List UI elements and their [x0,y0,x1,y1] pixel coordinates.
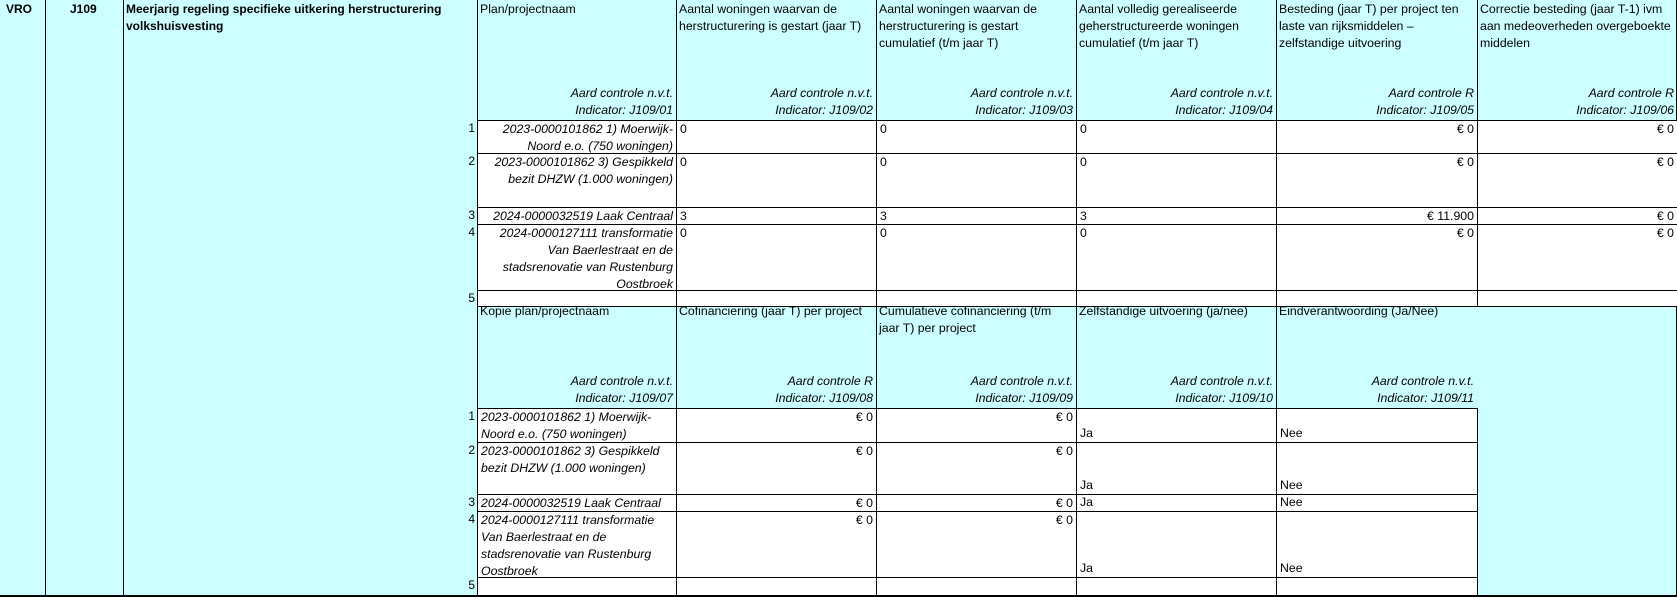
cell-value: 0 [880,155,887,169]
project-name: 2024-0000127111 transformatie Van Baerlestraat en de stadsrenovatie van Rustenburg Oostbroek [499,226,673,291]
project-name-cell[interactable] [477,408,677,443]
project-name: 2024-0000032519 Laak Centraal [493,209,673,223]
value-cell[interactable] [1477,207,1677,225]
column-header-title: Cofinanciering (jaar T) per project [679,304,862,318]
project-name-cell[interactable] [477,442,677,495]
row-number: 4 [468,225,475,239]
column-header-title: Kopie plan/projectnaam [480,304,610,318]
indicator-label: Indicator: J109/08 [775,391,873,405]
value-cell[interactable] [876,224,1077,291]
cell-value: € 0 [1656,155,1674,169]
control-type-label: Aard controle n.v.t. [970,374,1073,388]
control-type-label: Aard controle R [787,374,873,388]
cell-value: € 0 [1055,444,1073,458]
column-header-title: Zelfstandige uitvoering (ja/nee) [1079,304,1248,318]
column-header-title: Plan/projectnaam [480,2,576,16]
value-cell[interactable] [676,577,877,596]
value-cell[interactable] [1477,153,1677,208]
indicator-label: Indicator: J109/03 [975,103,1073,117]
cell-value: € 0 [855,410,873,424]
row-number: 1 [468,121,475,135]
cell-value: 3 [680,209,687,223]
indicator-label: Indicator: J109/09 [975,391,1073,405]
cell-value: € 0 [1456,226,1474,240]
indicator-label: Indicator: J109/11 [1377,391,1474,405]
control-type-label: Aard controle n.v.t. [1170,374,1273,388]
department-code: VRO [6,2,33,16]
cell-value: 0 [1080,155,1087,169]
value-cell[interactable] [876,494,1077,512]
column-divider [123,0,124,597]
cell-value: 0 [880,122,887,136]
control-type-label: Aard controle R [1588,86,1674,100]
row-number: 4 [468,512,475,526]
cell-value: 0 [1080,226,1087,240]
cell-value: € 0 [1055,410,1073,424]
row-number: 2 [468,443,475,457]
cell-value: Ja [1080,426,1093,440]
column-header-title: Aantal woningen waarvan de herstructurering is gestart (jaar T) [679,2,862,33]
column-header-title: Besteding (jaar T) per project ten laste van rijksmiddelen – zelfstandige uitvoering [1279,2,1459,50]
value-cell[interactable] [676,511,877,578]
regulation-code: J109 [70,2,97,16]
indicator-label: Indicator: J109/10 [1175,391,1273,405]
value-cell[interactable] [1477,290,1677,307]
project-name-cell[interactable] [477,224,677,291]
row-number: 2 [468,154,475,168]
value-cell[interactable] [1076,207,1277,225]
value-cell[interactable] [1276,494,1478,512]
cell-value: Nee [1280,426,1303,440]
value-cell[interactable] [676,120,877,154]
cell-value: 3 [1080,209,1087,223]
row-number: 3 [468,495,475,509]
project-name-cell[interactable] [477,511,677,578]
cell-value: € 0 [1055,513,1073,527]
value-cell[interactable] [876,120,1077,154]
cell-value: Nee [1280,495,1303,509]
cell-value: € 0 [1055,496,1073,510]
indicator-label: Indicator: J109/02 [775,103,873,117]
value-cell[interactable] [676,442,877,495]
value-cell[interactable] [676,207,877,225]
indicator-label: Indicator: J109/04 [1175,103,1273,117]
project-name: 2024-0000127111 transformatie Van Baerlestraat en de stadsrenovatie van Rustenburg Oostbroek [481,513,655,578]
value-cell[interactable] [1477,224,1677,291]
indicator-label: Indicator: J109/07 [575,391,673,405]
project-name: 2023-0000101862 3) Gespikkeld bezit DHZW (1.000 woningen) [494,155,673,186]
column-header-title: Aantal woningen waarvan de herstructurering is gestart cumulatief (t/m jaar T) [879,2,1037,50]
value-cell[interactable] [1076,511,1277,578]
row-number: 1 [468,409,475,423]
value-cell[interactable] [676,153,877,208]
cell-value: 0 [680,155,687,169]
project-name: 2023-0000101862 1) Moerwijk-Noord e.o. (750 woningen) [502,122,673,153]
cell-value: 0 [680,226,687,240]
value-cell[interactable] [1076,408,1277,443]
column-header-title: Eindverantwoording (Ja/Nee) [1279,304,1439,318]
row-number: 3 [468,208,475,222]
value-cell[interactable] [876,408,1077,443]
value-cell[interactable] [1276,408,1478,443]
value-cell[interactable] [1276,442,1478,495]
cell-value: € 0 [1656,122,1674,136]
cell-value: 3 [880,209,887,223]
value-cell[interactable] [1076,494,1277,512]
project-name: 2023-0000101862 3) Gespikkeld bezit DHZW (1.000 woningen) [481,444,660,475]
value-cell[interactable] [1276,511,1478,578]
column-header-title: Aantal volledig gerealiseerde geherstructureerde woningen cumulatief (t/m jaar T) [1079,2,1239,50]
value-cell[interactable] [1076,120,1277,154]
project-name-cell[interactable] [477,153,677,208]
project-name-cell[interactable] [477,577,677,596]
value-cell[interactable] [1076,577,1277,596]
cell-value: € 0 [855,513,873,527]
control-type-label: Aard controle n.v.t. [570,86,673,100]
value-cell[interactable] [876,207,1077,225]
control-type-label: Aard controle n.v.t. [570,374,673,388]
value-cell[interactable] [1076,153,1277,208]
project-name-cell[interactable] [477,494,677,512]
control-type-label: Aard controle n.v.t. [1170,86,1273,100]
cell-value: 0 [680,122,687,136]
cell-value: € 0 [855,444,873,458]
indicator-label: Indicator: J109/01 [575,103,673,117]
value-cell[interactable] [876,511,1077,578]
project-name-cell[interactable] [477,207,677,225]
value-cell[interactable] [676,224,877,291]
cell-value: € 0 [1656,209,1674,223]
control-type-label: Aard controle n.v.t. [1371,374,1474,388]
cell-value: € 0 [1456,155,1474,169]
project-name-cell[interactable] [477,120,677,154]
value-cell[interactable] [1076,224,1277,291]
value-cell[interactable] [1276,207,1478,225]
cell-value: € 0 [1656,226,1674,240]
value-cell[interactable] [876,153,1077,208]
cell-value: Ja [1080,495,1093,509]
value-cell[interactable] [676,494,877,512]
cell-value: € 0 [1456,122,1474,136]
row-number: 5 [468,578,475,592]
cell-value: € 11.900 [1427,209,1474,223]
cell-value: Nee [1280,561,1303,575]
project-name: 2024-0000032519 Laak Centraal [481,496,661,510]
indicator-label: Indicator: J109/06 [1576,103,1674,117]
value-cell[interactable] [1076,442,1277,495]
value-cell[interactable] [876,442,1077,495]
cell-value: € 0 [855,496,873,510]
cell-value: Ja [1080,478,1093,492]
indicator-label: Indicator: J109/05 [1376,103,1474,117]
project-name: 2023-0000101862 1) Moerwijk-Noord e.o. (750 woningen) [481,410,652,441]
value-cell[interactable] [1477,120,1677,154]
value-cell[interactable] [1276,120,1478,154]
value-cell[interactable] [676,408,877,443]
control-type-label: Aard controle R [1388,86,1474,100]
column-divider [45,0,46,597]
value-cell[interactable] [1276,577,1478,596]
value-cell[interactable] [876,577,1077,596]
regulation-title: Meerjarig regeling specifieke uitkering herstructurering volkshuisvesting [126,2,442,33]
column-header-title: Correctie besteding (jaar T-1) ivm aan medeoverheden overgeboekte middelen [1480,2,1671,50]
cell-value: 0 [880,226,887,240]
column-header-title: Cumulatieve cofinanciering (t/m jaar T) per project [879,304,1052,335]
value-cell[interactable] [1276,224,1478,291]
value-cell[interactable] [1276,153,1478,208]
cell-value: 0 [1080,122,1087,136]
cell-value: Ja [1080,561,1093,575]
control-type-label: Aard controle n.v.t. [970,86,1073,100]
control-type-label: Aard controle n.v.t. [770,86,873,100]
cell-value: Nee [1280,478,1303,492]
row-number: 5 [468,291,475,305]
